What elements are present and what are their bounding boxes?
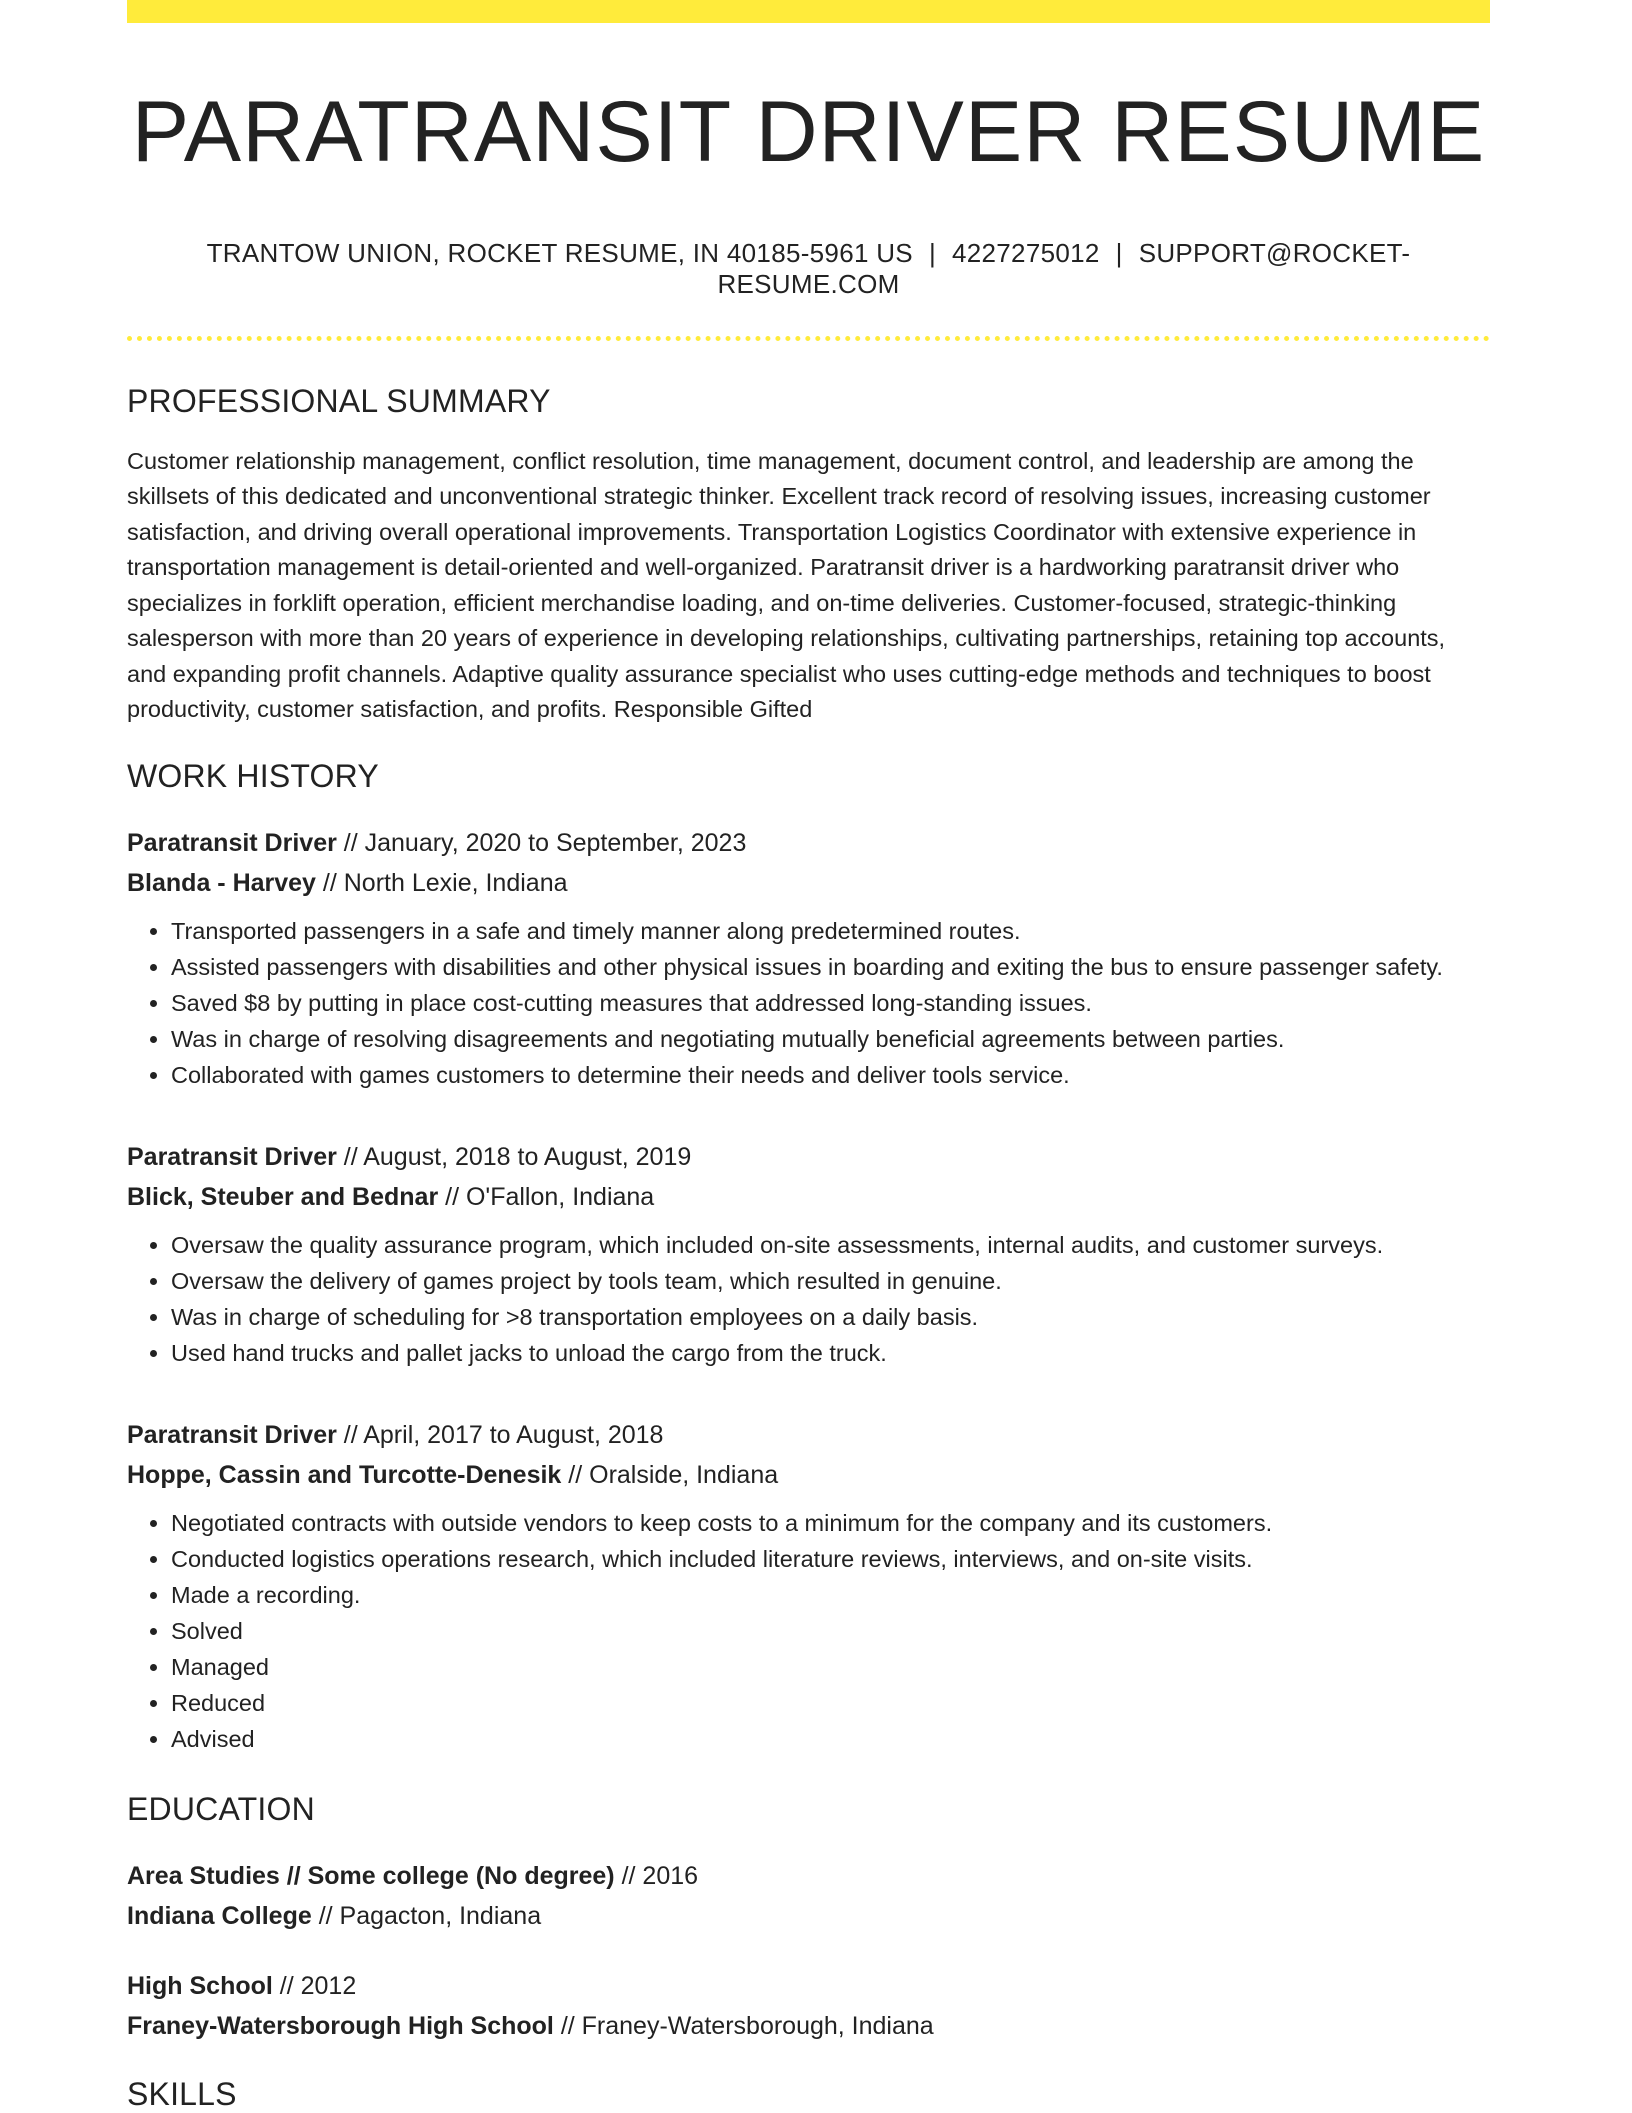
job-title: Paratransit Driver [127, 1420, 337, 1449]
job-company-line [127, 1177, 1490, 1217]
education-degree-line [127, 1856, 1490, 1896]
education-entry [127, 1856, 1490, 1936]
education-degree-line [127, 1966, 1490, 2006]
job-dates: // August, 2018 to August, 2019 [336, 1142, 692, 1171]
job-bullet: • Was in charge of resolving disagreements and negotiating mutually beneficial agreements between parties. [171, 1021, 1490, 1057]
job-bullet: • Oversaw the quality assurance program, which included on-site assessments, internal audits, and customer surveys. [171, 1227, 1490, 1263]
summary-text: Customer relationship management, conflict resolution, time management, document control, and leadership are among the skillsets of this dedicated and unconventional strategic thinker. Excellent track record of resolving issues, increasing customer satisfaction, and driving overall operational improvements. Transportation Logistics Coordinator with extensive experience in transportation management is detail-oriented and well-organized. Paratransit driver is a hardworking paratransit driver who specializes in forklift operation, efficient merchandise loading, and on-time deliveries. Customer-focused, strategic-thinking salesperson with more than 20 years of experience in developing relationships, cultivating partnerships, retaining top accounts, and expanding profit channels. Adaptive quality assurance specialist who uses cutting-edge methods and techniques to boost productivity, customer satisfaction, and profits. Responsible Gifted [127, 447, 1446, 723]
section-heading-work: WORK HISTORY [127, 757, 379, 794]
job-company: Blick, Steuber and Bednar [127, 1182, 439, 1211]
job-bullet: • Collaborated with games customers to determine their needs and deliver tools service. [171, 1057, 1490, 1093]
job-dates: // April, 2017 to August, 2018 [336, 1420, 664, 1449]
job-bullet: • Saved $8 by putting in place cost-cutting measures that addressed long-standing issues. [171, 985, 1490, 1021]
job-bullets [127, 1227, 1490, 1371]
education-school: Franey-Watersborough High School [127, 2011, 554, 2040]
job-bullet: • Transported passengers in a safe and timely manner along predetermined routes. [171, 913, 1490, 949]
job-bullet: • Assisted passengers with disabilities and other physical issues in boarding and exiting the bus to ensure passenger safety. [171, 949, 1490, 985]
resume-page [127, 0, 1490, 2113]
job-company: Hoppe, Cassin and Turcotte-Denesik [127, 1460, 562, 1489]
contact-line [127, 238, 1490, 300]
job-title-line [127, 823, 1490, 863]
contact-phone: 4227275012 [952, 237, 1100, 268]
job-bullet: • Was in charge of scheduling for >8 transportation employees on a daily basis. [171, 1299, 1490, 1335]
job-bullet: • Oversaw the delivery of games project by tools team, which resulted in genuine. [171, 1263, 1490, 1299]
job-title-line [127, 1137, 1490, 1177]
job-location: // O'Fallon, Indiana [438, 1182, 655, 1211]
job-dates: // January, 2020 to September, 2023 [336, 828, 747, 857]
education-school: Indiana College [127, 1901, 312, 1930]
education-degree: High School [127, 1971, 273, 2000]
top-accent-bar [127, 0, 1490, 23]
job-title-line [127, 1415, 1490, 1455]
job-location: // North Lexie, Indiana [315, 868, 568, 897]
job-bullet: • Conducted logistics operations research, which included literature reviews, interviews, and on-site visits. [171, 1541, 1490, 1577]
job-company-line [127, 863, 1490, 903]
dotted-divider [127, 336, 1490, 341]
work-history-section [127, 758, 1490, 1757]
job-company: Blanda - Harvey [127, 868, 316, 897]
education-entry [127, 1966, 1490, 2046]
skills-section [127, 2076, 1490, 2113]
education-location: // Franey-Watersborough, Indiana [553, 2011, 934, 2040]
job-bullet: • Solved [171, 1613, 1490, 1649]
resume-title: PARATRANSIT DRIVER RESUME [131, 84, 1486, 180]
job-location: // Oralside, Indiana [561, 1460, 779, 1489]
job-title: Paratransit Driver [127, 1142, 337, 1171]
education-year: // 2016 [614, 1861, 699, 1890]
education-school-line [127, 1896, 1490, 1936]
job-bullet: • Advised [171, 1721, 1490, 1757]
professional-summary-section [127, 383, 1490, 728]
job-entry [127, 1137, 1490, 1371]
contact-separator: | [1115, 237, 1123, 268]
job-company-line [127, 1455, 1490, 1495]
education-location: // Pagacton, Indiana [311, 1901, 542, 1930]
education-year: // 2012 [272, 1971, 357, 2000]
job-bullets [127, 913, 1490, 1093]
job-bullet: • Managed [171, 1649, 1490, 1685]
job-bullet: • Used hand trucks and pallet jacks to unload the cargo from the truck. [171, 1335, 1490, 1371]
education-section [127, 1791, 1490, 2046]
job-bullets [127, 1505, 1490, 1757]
education-degree: Area Studies // Some college (No degree) [127, 1861, 615, 1890]
contact-email: SUPPORT@ROCKET-RESUME.COM [717, 237, 1411, 299]
job-entry [127, 823, 1490, 1093]
section-heading-skills: SKILLS [127, 2075, 237, 2112]
contact-separator: | [928, 237, 937, 268]
job-entry [127, 1415, 1490, 1757]
job-bullet: • Negotiated contracts with outside vendors to keep costs to a minimum for the company and its customers. [171, 1505, 1490, 1541]
contact-address: TRANTOW UNION, ROCKET RESUME, IN 40185-5961 US [206, 237, 913, 268]
education-school-line [127, 2006, 1490, 2046]
job-bullet: • Made a recording. [171, 1577, 1490, 1613]
job-title: Paratransit Driver [127, 828, 337, 857]
job-bullet: • Reduced [171, 1685, 1490, 1721]
section-heading-summary: PROFESSIONAL SUMMARY [127, 382, 551, 419]
section-heading-education: EDUCATION [127, 1790, 315, 1827]
